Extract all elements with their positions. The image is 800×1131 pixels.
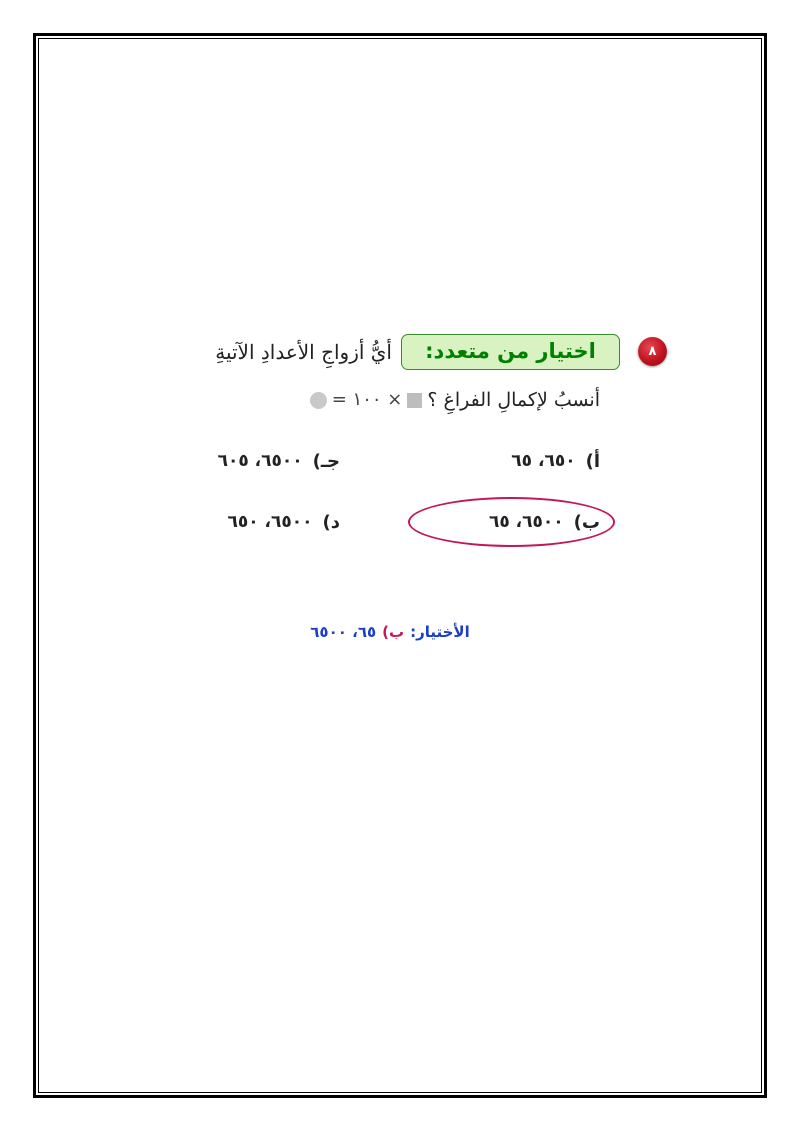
option-d-value: ٦٥٠٠، ٦٥٠ bbox=[227, 512, 313, 532]
option-b-letter: ب) bbox=[573, 511, 600, 533]
question-stem-line2-text: أنسبُ لإكمالِ الفراغِ ؟ bbox=[427, 389, 600, 411]
final-answer-choice: ب) bbox=[382, 623, 405, 641]
option-a[interactable] bbox=[430, 446, 600, 476]
final-answer-label: الأختيار: bbox=[410, 623, 470, 641]
final-answer-value: ٦٥، ٦٥٠٠ bbox=[310, 623, 377, 641]
option-c-value: ٦٥٠٠، ٦٠٥ bbox=[217, 451, 303, 471]
blank-square-icon bbox=[407, 393, 422, 408]
question-stem-line1: أيُّ أزواجِ الأعدادِ الآتيةِ bbox=[215, 340, 392, 364]
equation-text: × ١٠٠ = bbox=[331, 389, 403, 410]
option-a-value: ٦٥٠، ٦٥ bbox=[511, 451, 576, 471]
option-c[interactable] bbox=[170, 446, 340, 476]
multiple-choice-label: اختيار من متعدد: bbox=[401, 334, 620, 370]
page-border-inner bbox=[38, 38, 762, 1093]
option-a-letter: أ) bbox=[585, 450, 600, 472]
option-d[interactable] bbox=[170, 507, 340, 537]
option-b-value: ٦٥٠٠، ٦٥ bbox=[489, 512, 564, 532]
blank-circle-icon bbox=[310, 392, 327, 409]
option-b[interactable] bbox=[430, 507, 600, 537]
final-answer bbox=[260, 619, 520, 645]
option-d-letter: د) bbox=[322, 511, 340, 533]
question-stem-line2 bbox=[215, 384, 600, 416]
question-number-badge: ٨ bbox=[638, 337, 667, 366]
option-c-letter: جـ) bbox=[312, 450, 340, 472]
